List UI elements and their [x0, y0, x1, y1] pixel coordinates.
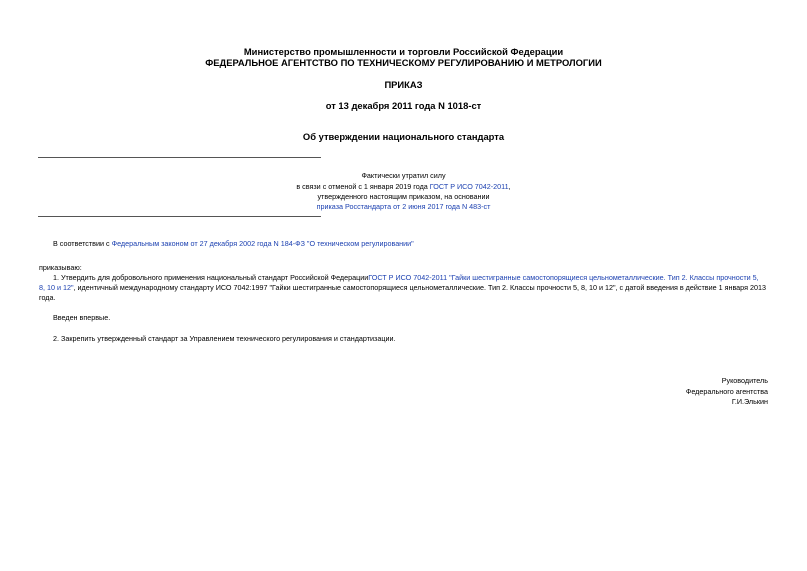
intro-prefix: В соответствии с: [53, 239, 112, 248]
gost-link-item-1[interactable]: ГОСТ Р ИСО 7042-2011 "Гайки шестигранные самостопорящиеся цельнометаллические. Тип 2. Классы прочности 5,: [368, 273, 759, 282]
item-2: 2. Закрепить утвержденный стандарт за Управлением технического регулирования и стандартизации.: [53, 334, 396, 343]
status-line-4: [0, 201, 807, 212]
prikazyvayu-text: приказываю:: [39, 263, 82, 272]
rosstandart-order-link[interactable]: приказа Росстандарта от 2 июня 2017 года N 483-ст: [316, 202, 491, 211]
signature-role-2: Федерального агентства: [685, 387, 768, 396]
status-line-3: утвержденного настоящим приказом, на основании: [317, 192, 490, 201]
ministry-title: Министерство промышленности и торговли Российской Федерации: [243, 46, 564, 57]
intro-paragraph: [53, 238, 414, 249]
divider-bottom: [38, 216, 321, 217]
item-1-suffix: , идентичный международному стандарту ИСО 7042:1997 "Гайки шестигранные самостопорящиеся цельнометаллические. Тип 2. Классы прочности 5, 8, 10 и 12", с датой введения в действие 1 января 2013: [73, 283, 766, 292]
federal-law-link[interactable]: Федеральным законом от 27 декабря 2002 года N 184-ФЗ "О техническом регулировании": [111, 239, 414, 248]
divider-top: [38, 157, 321, 158]
gost-link-status[interactable]: ГОСТ Р ИСО 7042-2011: [429, 182, 509, 191]
signature-role-1: Руководитель: [721, 376, 768, 385]
item-1-prefix: 1. Утвердить для добровольного применения национальный стандарт Российской Федерации: [53, 273, 369, 282]
signature-name: Г.И.Элькин: [731, 397, 768, 406]
item-1-line-3: года.: [39, 293, 56, 302]
agency-title: ФЕДЕРАЛЬНОЕ АГЕНТСТВО ПО ТЕХНИЧЕСКОМУ РЕГУЛИРОВАНИЮ И МЕТРОЛОГИИ: [205, 57, 602, 68]
doc-date: от 13 декабря 2011 года N 1018-ст: [325, 100, 482, 111]
item-1-line-2: [39, 282, 769, 293]
status-line-2-prefix: в связи с отменой с 1 января 2019 года: [296, 182, 430, 191]
status-line-2-suffix: ,: [508, 182, 511, 191]
gost-link-item-1-cont[interactable]: 8, 10 и 12": [39, 283, 74, 292]
status-line-1: Фактически утратил силу: [361, 171, 446, 180]
doc-subject: Об утверждении национального стандарта: [302, 131, 505, 142]
doc-type: ПРИКАЗ: [384, 79, 423, 90]
introduced-note: Введен впервые.: [53, 313, 111, 322]
